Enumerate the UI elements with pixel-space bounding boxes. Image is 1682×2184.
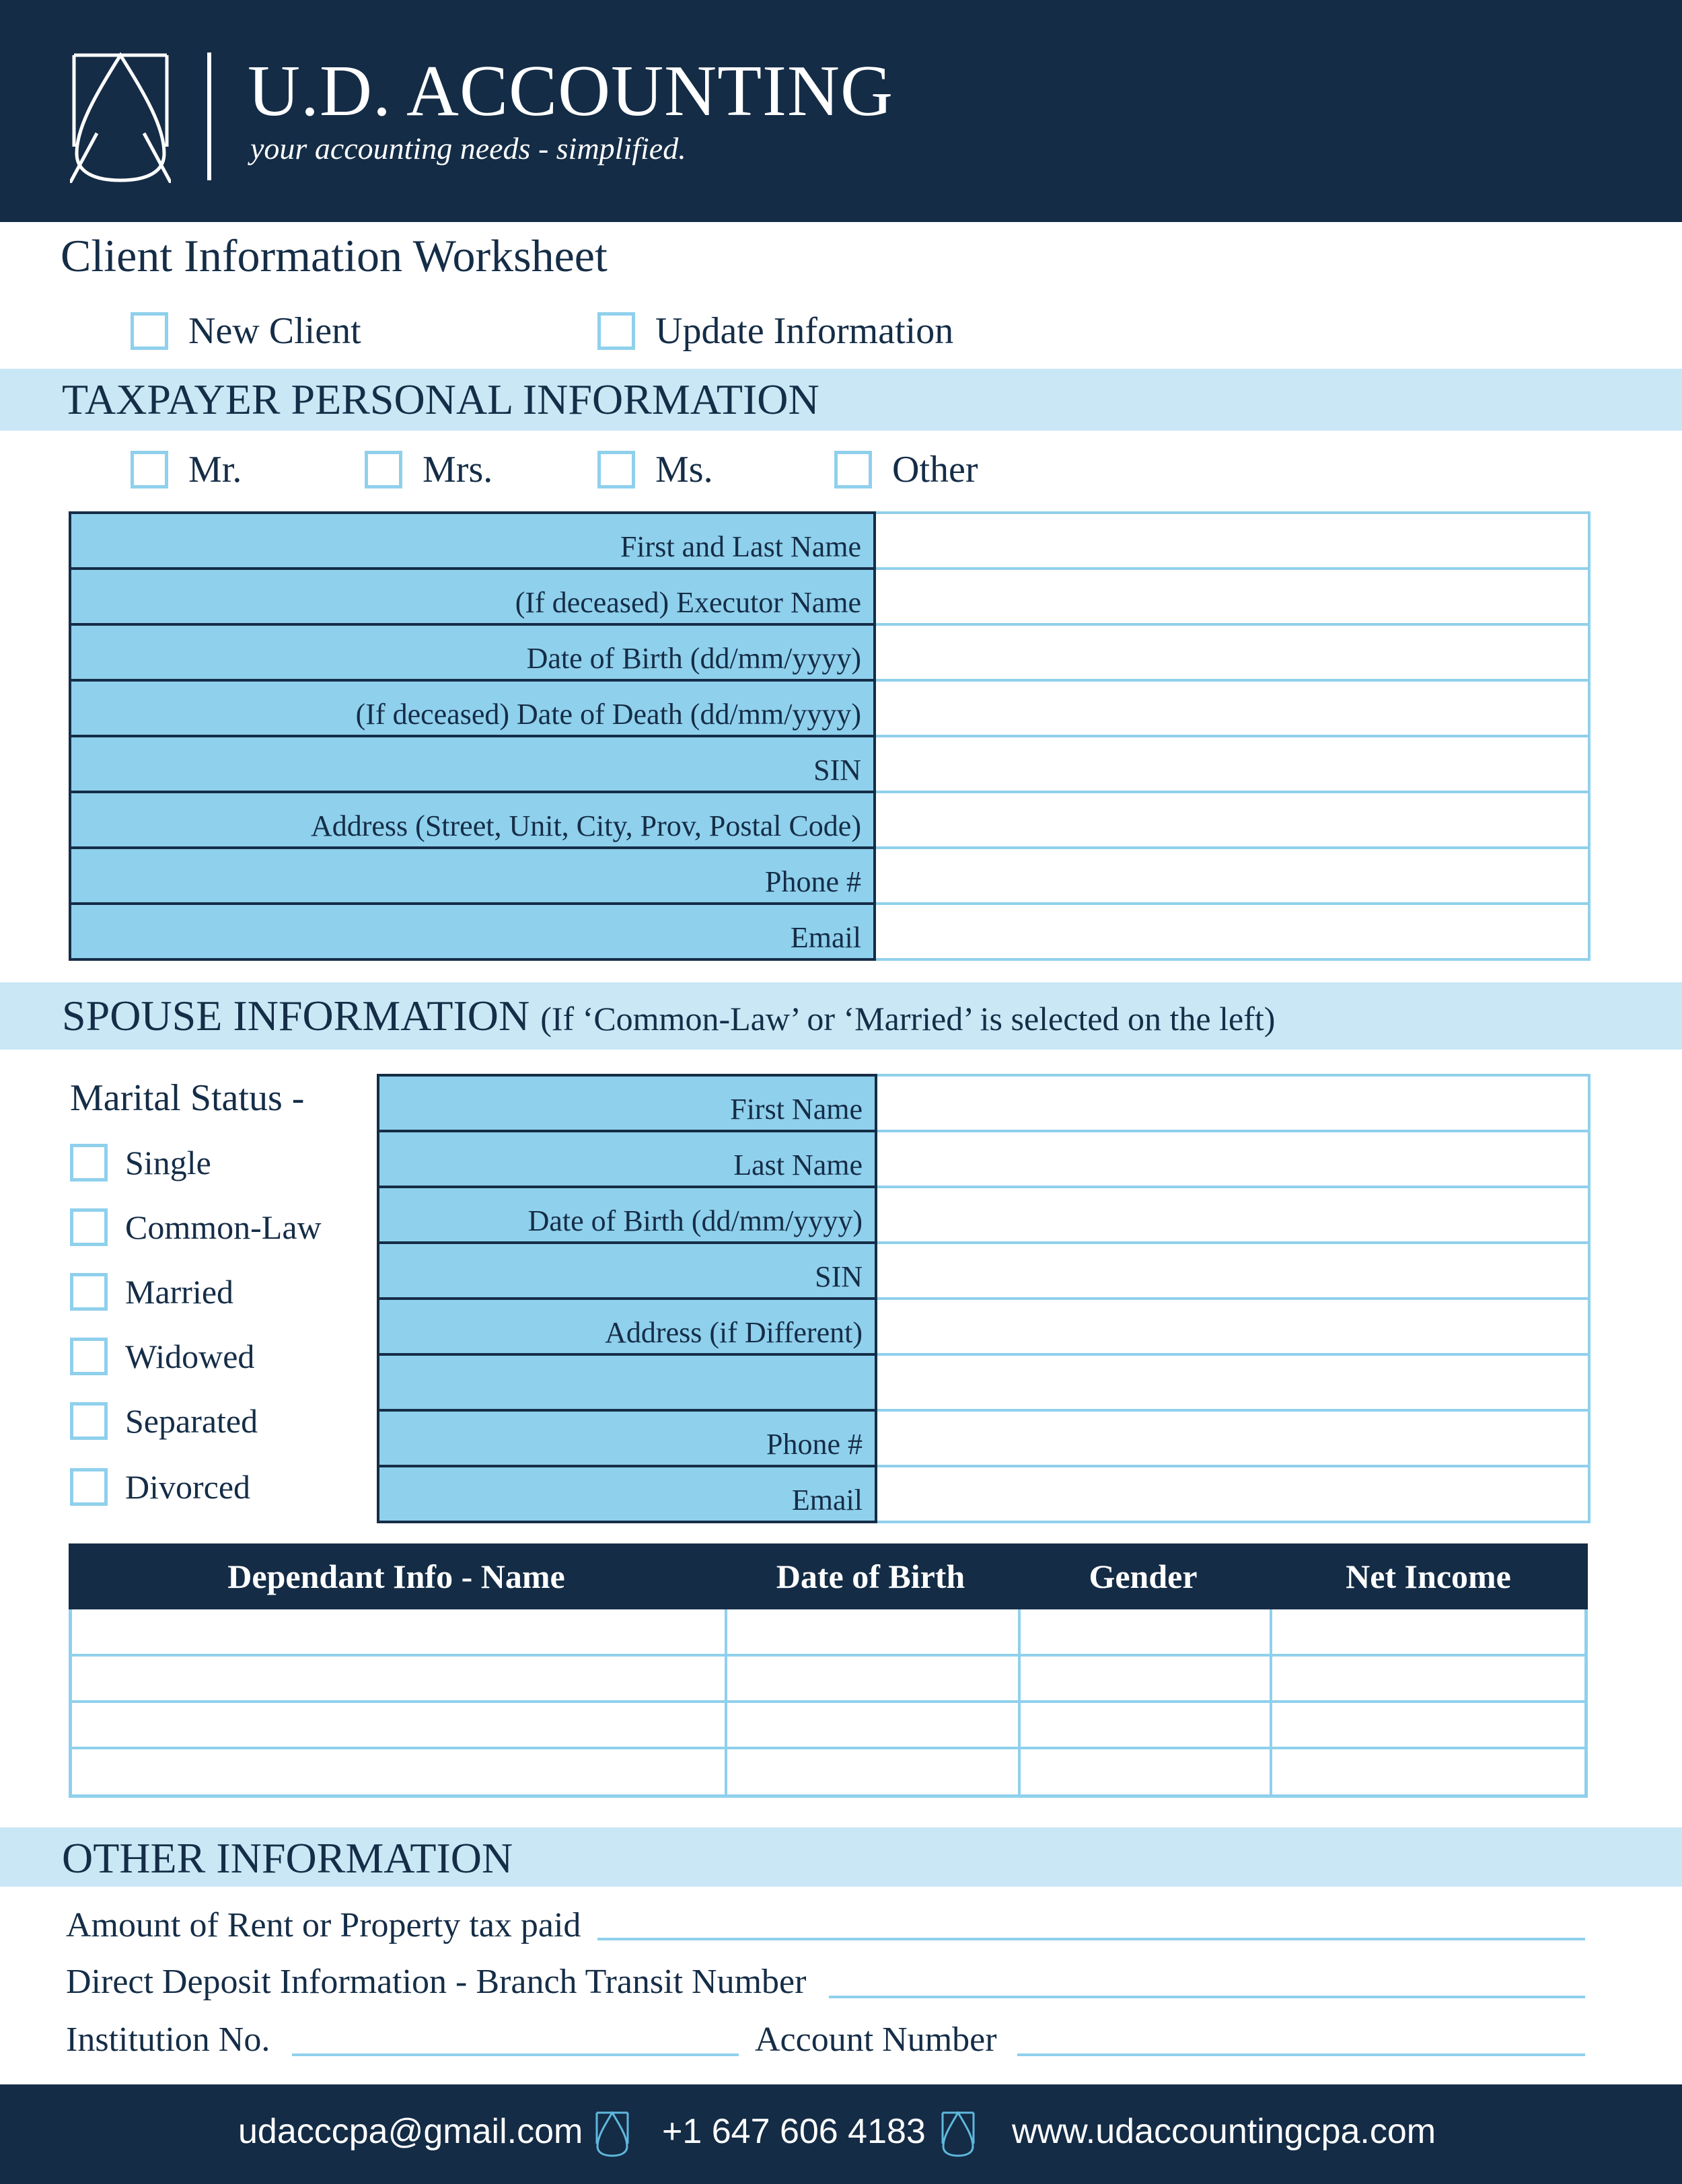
table-row <box>378 1243 1589 1299</box>
footer-email[interactable]: udacccpa@gmail.com <box>238 2112 583 2151</box>
table-row <box>70 624 1589 680</box>
field-label: Address (Street, Unit, City, Prov, Postal Code) <box>70 792 875 848</box>
other-checkbox[interactable] <box>834 451 872 488</box>
separated-checkbox[interactable] <box>70 1402 108 1440</box>
ud-accounting-logo-icon <box>70 52 171 183</box>
spouse-email-field[interactable] <box>876 1466 1589 1522</box>
date-of-death-field[interactable] <box>875 680 1589 736</box>
branch-transit-label: Direct Deposit Information - Branch Transit Number <box>66 1963 807 2001</box>
mr-checkbox[interactable] <box>131 451 168 488</box>
sin-field[interactable] <box>875 736 1589 792</box>
marital-common-law-option[interactable] <box>70 1207 322 1247</box>
first-last-name-field[interactable] <box>875 513 1589 569</box>
spouse-section-note: (If ‘Common-Law’ or ‘Married’ is selected on the left) <box>540 1000 1276 1038</box>
ms-label: Ms. <box>655 449 713 490</box>
spouse-address-line-2-field[interactable] <box>876 1354 1589 1410</box>
table-row <box>70 736 1589 792</box>
spouse-last-name-field[interactable] <box>876 1131 1589 1187</box>
brand-name: U.D. ACCOUNTING <box>248 51 893 131</box>
date-of-birth-field[interactable] <box>875 624 1589 680</box>
spouse-info-table <box>377 1074 1590 1523</box>
widowed-label: Widowed <box>125 1338 255 1375</box>
spouse-phone-field[interactable] <box>876 1410 1589 1466</box>
field-label: SIN <box>378 1243 876 1299</box>
new-client-label: New Client <box>188 310 361 352</box>
executor-name-field[interactable] <box>875 569 1589 624</box>
marital-single-option[interactable] <box>70 1142 211 1183</box>
married-checkbox[interactable] <box>70 1273 108 1311</box>
dependant-table-header <box>69 1543 1588 1609</box>
field-label: (If deceased) Executor Name <box>70 569 875 624</box>
field-label: Email <box>70 904 875 959</box>
update-information-label: Update Information <box>655 310 954 352</box>
email-field[interactable] <box>875 904 1589 959</box>
spouse-sin-field[interactable] <box>876 1243 1589 1299</box>
table-row <box>378 1299 1589 1354</box>
field-label: Phone # <box>70 848 875 904</box>
dependant-dob-column-header: Date of Birth <box>776 1558 965 1595</box>
page-header <box>0 0 1682 222</box>
account-number-line[interactable] <box>1017 2053 1585 2056</box>
dependant-table-body[interactable] <box>69 1609 1588 1798</box>
ud-accounting-logo-icon <box>941 2111 976 2157</box>
institution-number-line[interactable] <box>292 2053 739 2056</box>
footer-website[interactable]: www.udaccountingcpa.com <box>1012 2112 1436 2151</box>
address-field[interactable] <box>875 792 1589 848</box>
field-label: Email <box>378 1466 876 1522</box>
single-checkbox[interactable] <box>70 1144 108 1181</box>
marital-separated-option[interactable] <box>70 1401 258 1441</box>
single-label: Single <box>125 1144 211 1181</box>
dependant-name-column-header: Dependant Info - Name <box>227 1558 565 1595</box>
divorced-label: Divorced <box>125 1468 251 1506</box>
salutation-mr[interactable] <box>131 449 242 490</box>
dependant-net-income-column-header: Net Income <box>1346 1558 1511 1595</box>
mrs-checkbox[interactable] <box>365 451 402 488</box>
table-row <box>70 569 1589 624</box>
table-row <box>378 1466 1589 1522</box>
married-label: Married <box>125 1273 234 1311</box>
form-title: Client Information Worksheet <box>61 230 608 281</box>
mr-label: Mr. <box>188 449 242 490</box>
rent-amount-line[interactable] <box>597 1938 1585 1940</box>
table-row <box>70 848 1589 904</box>
spouse-section-title: SPOUSE INFORMATION <box>62 992 530 1040</box>
field-label: Phone # <box>378 1410 876 1466</box>
salutation-ms[interactable] <box>597 449 713 490</box>
table-row <box>70 513 1589 569</box>
row-divider <box>72 1654 1584 1657</box>
institution-label: Institution No. <box>66 2021 270 2059</box>
new-client-option[interactable] <box>131 311 361 351</box>
divorced-checkbox[interactable] <box>70 1468 108 1506</box>
rent-label: Amount of Rent or Property tax paid <box>66 1906 581 1944</box>
field-label: Last Name <box>378 1131 876 1187</box>
page-footer <box>0 2084 1682 2184</box>
spouse-section-heading <box>62 994 1275 1038</box>
field-label: Date of Birth (dd/mm/yyyy) <box>378 1187 876 1243</box>
branch-transit-line[interactable] <box>829 1996 1585 1998</box>
table-row <box>378 1187 1589 1243</box>
update-information-checkbox[interactable] <box>597 312 635 350</box>
common-law-label: Common-Law <box>125 1208 322 1246</box>
column-divider <box>725 1609 727 1794</box>
column-divider <box>1270 1609 1272 1794</box>
marital-status-heading: Marital Status - <box>70 1077 305 1119</box>
field-label: SIN <box>70 736 875 792</box>
widowed-checkbox[interactable] <box>70 1338 108 1375</box>
column-divider <box>1018 1609 1021 1794</box>
taxpayer-section-title: TAXPAYER PERSONAL INFORMATION <box>62 375 819 423</box>
table-row <box>378 1075 1589 1131</box>
table-row <box>70 792 1589 848</box>
account-number-label: Account Number <box>755 2021 997 2059</box>
other-label: Other <box>892 449 978 490</box>
spouse-address-field[interactable] <box>876 1299 1589 1354</box>
field-label: Address (if Different) <box>378 1299 876 1354</box>
taxpayer-info-table <box>69 511 1590 961</box>
table-row <box>70 904 1589 959</box>
phone-field[interactable] <box>875 848 1589 904</box>
separated-label: Separated <box>125 1402 258 1440</box>
row-divider <box>72 1747 1584 1749</box>
footer-phone[interactable]: +1 647 606 4183 <box>662 2112 926 2151</box>
field-label: Date of Birth (dd/mm/yyyy) <box>70 624 875 680</box>
table-row <box>70 680 1589 736</box>
spouse-date-of-birth-field[interactable] <box>876 1187 1589 1243</box>
spouse-first-name-field[interactable] <box>876 1075 1589 1131</box>
marital-divorced-option[interactable] <box>70 1467 250 1507</box>
header-divider <box>207 52 211 180</box>
ud-accounting-logo-icon <box>595 2111 630 2157</box>
table-row <box>378 1354 1589 1410</box>
salutation-other[interactable] <box>834 449 978 490</box>
mrs-label: Mrs. <box>423 449 493 490</box>
brand-tagline: your accounting needs - simplified. <box>250 131 686 166</box>
row-divider <box>72 1700 1584 1703</box>
marital-widowed-option[interactable] <box>70 1336 254 1377</box>
table-row <box>378 1131 1589 1187</box>
dependant-gender-column-header: Gender <box>1089 1558 1198 1595</box>
new-client-checkbox[interactable] <box>131 312 168 350</box>
field-label: First and Last Name <box>70 513 875 569</box>
field-label <box>378 1354 876 1410</box>
field-label: (If deceased) Date of Death (dd/mm/yyyy) <box>70 680 875 736</box>
salutation-mrs[interactable] <box>365 449 492 490</box>
ms-checkbox[interactable] <box>597 451 635 488</box>
table-row <box>378 1410 1589 1466</box>
field-label: First Name <box>378 1075 876 1131</box>
update-information-option[interactable] <box>597 311 953 351</box>
other-section-title: OTHER INFORMATION <box>62 1834 513 1882</box>
common-law-checkbox[interactable] <box>70 1208 108 1246</box>
marital-married-option[interactable] <box>70 1272 233 1312</box>
